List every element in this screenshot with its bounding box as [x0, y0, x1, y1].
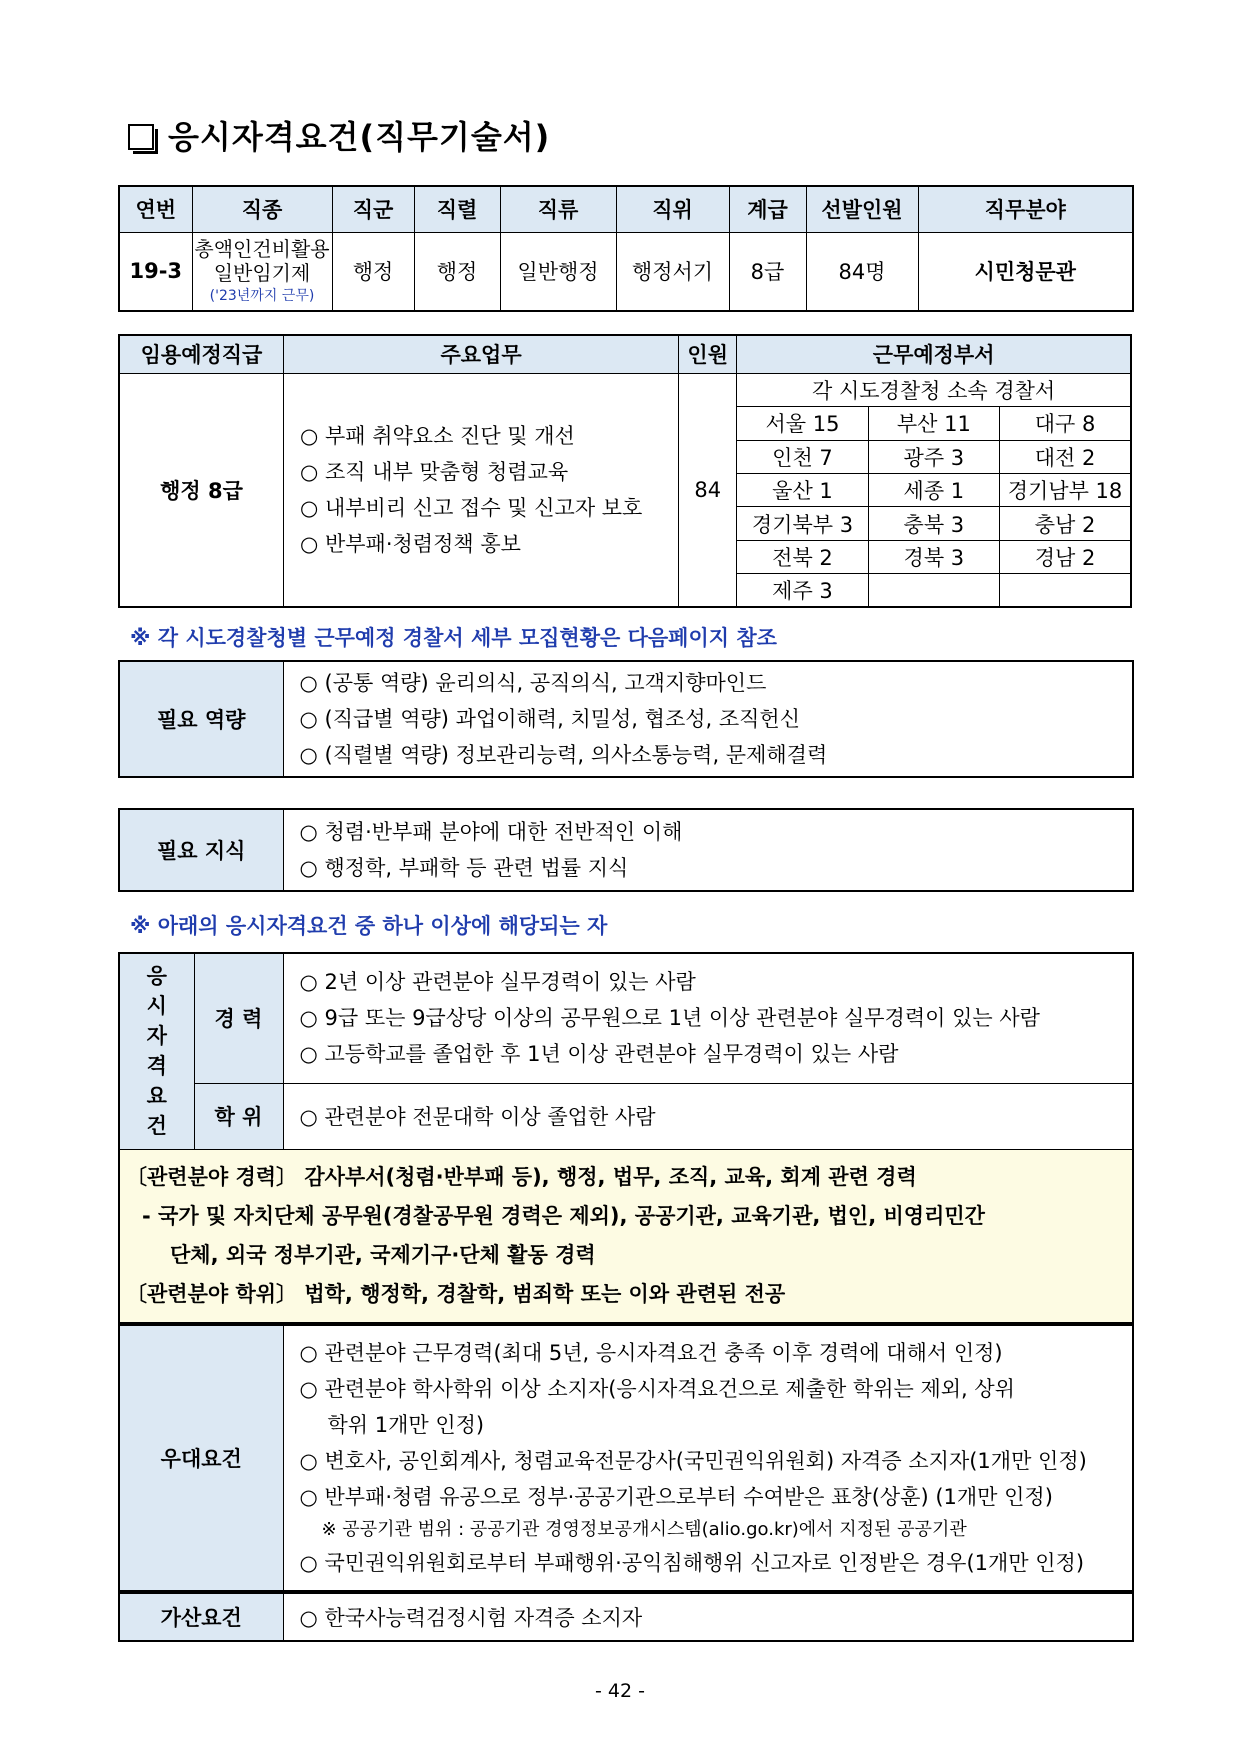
dept-cell: 충북 3 — [868, 507, 999, 540]
cell-no: 19-3 — [119, 232, 192, 311]
degree-item: ○ 관련분야 전문대학 이상 졸업한 사람 — [283, 1083, 1133, 1149]
header-series: 직렬 — [414, 186, 500, 232]
related-degree-line: 〔관련분야 학위〕 법학, 행정학, 경찰학, 범죄학 또는 이와 관련된 전공 — [126, 1281, 786, 1306]
page-title: 응시자격요건(직무기술서) — [128, 112, 550, 158]
cell-field: 시민청문관 — [918, 232, 1133, 311]
dept-cell: 대구 8 — [1000, 407, 1131, 440]
list-item: ○ 조직 내부 맞춤형 청렴교육 — [299, 459, 569, 484]
list-item: ○ 반부패·청렴 유공으로 정부·공공기관으로부터 수여받은 표창(상훈) (1개만 인정) — [299, 1485, 1053, 1509]
cell-class: 일반행정 — [500, 232, 616, 311]
list-item: ○ (직렬별 역량) 정보관리능력, 의사소통능력, 문제해결력 — [299, 743, 828, 767]
competency-label: 필요 역량 — [119, 661, 283, 777]
list-item: ○ 9급 또는 9급상당 이상의 공무원으로 1년 이상 관련분야 실무경력이 있는 사람 — [299, 1006, 1040, 1031]
career-list — [283, 953, 1133, 1083]
header-appointment-grade: 임용예정직급 — [119, 335, 283, 373]
list-item: ○ 관련분야 학사학위 이상 소지자(응시자격요건으로 제출한 학위는 제외, 상위 — [299, 1377, 1015, 1401]
header-count: 선발인원 — [806, 186, 918, 232]
bonus-label: 가산요건 — [119, 1593, 283, 1641]
cell-appointment-grade: 행정 8급 — [119, 373, 283, 607]
list-item: ○ 고등학교를 졸업한 후 1년 이상 관련분야 실무경력이 있는 사람 — [299, 1042, 899, 1067]
related-career-detail: - 국가 및 자치단체 공무원(경찰공무원 경력은 제외), 공공기관, 교육기관, 법인, 비영리민간 — [142, 1203, 985, 1228]
note-qualification: ※ 아래의 응시자격요건 중 하나 이상에 해당되는 자 — [130, 914, 608, 938]
header-department: 근무예정부서 — [737, 335, 1131, 373]
related-career-line: 〔관련분야 경력〕 감사부서(청렴·반부패 등), 행정, 법무, 조직, 교육, 회계 관련 경력 — [126, 1164, 917, 1189]
knowledge-list — [283, 809, 1133, 891]
related-field-box — [119, 1149, 1133, 1323]
competency-list — [283, 661, 1133, 777]
dept-cell: 부산 11 — [868, 407, 999, 440]
list-item: ○ 부패 취약요소 진단 및 개선 — [299, 423, 575, 448]
preference-label: 우대요건 — [119, 1325, 283, 1591]
dept-cell: 서울 15 — [737, 407, 868, 440]
list-item: ○ 반부패·청렴정책 홍보 — [299, 531, 521, 556]
dept-cell: 광주 3 — [868, 440, 999, 473]
dept-cell — [1000, 574, 1131, 607]
header-main-duties: 주요업무 — [283, 335, 678, 373]
list-item: ○ 행정학, 부패학 등 관련 법률 지식 — [299, 856, 629, 880]
cell-grade: 8급 — [729, 232, 806, 311]
header-position: 직위 — [616, 186, 729, 232]
dept-cell: 경기남부 18 — [1000, 474, 1131, 507]
list-item: ○ 내부비리 신고 접수 및 신고자 보호 — [299, 495, 643, 520]
dept-cell: 울산 1 — [737, 474, 868, 507]
career-label: 경 력 — [194, 953, 283, 1083]
qualification-side-label: 응 시 자 격 요 건 — [119, 953, 194, 1149]
cell-count: 84명 — [806, 232, 918, 311]
preference-list — [283, 1325, 1133, 1591]
bonus-item: ○ 한국사능력검정시험 자격증 소지자 — [283, 1593, 1133, 1641]
cell-position: 행정서기 — [616, 232, 729, 311]
dept-cell: 세종 1 — [868, 474, 999, 507]
header-type: 직종 — [192, 186, 332, 232]
dept-title: 각 시도경찰청 소속 경찰서 — [737, 373, 1131, 406]
list-item: ○ 변호사, 공인회계사, 청렴교육전문강사(국민권익위원회) 자격증 소지자(1개만 인정) — [299, 1449, 1087, 1473]
dept-cell: 인천 7 — [737, 440, 868, 473]
preference-table — [118, 1324, 1134, 1592]
header-group: 직군 — [332, 186, 414, 232]
note-next-page: ※ 각 시도경찰청별 근무예정 경찰서 세부 모집현황은 다음페이지 참조 — [130, 626, 777, 650]
list-item: ○ (공통 역량) 윤리의식, 공직의식, 고객지향마인드 — [299, 671, 767, 695]
dept-cell: 경남 2 — [1000, 540, 1131, 573]
dept-cell: 전북 2 — [737, 540, 868, 573]
cell-group: 행정 — [332, 232, 414, 311]
header-headcount: 인원 — [679, 335, 737, 373]
list-item: ○ 청렴·반부패 분야에 대한 전반적인 이해 — [299, 820, 683, 844]
cell-series: 행정 — [414, 232, 500, 311]
competency-table — [118, 660, 1134, 778]
list-item-note: ※ 공공기관 범위 : 공공기관 경영정보공개시스템(alio.go.kr)에서 지정된 공공기관 — [321, 1519, 967, 1540]
knowledge-label: 필요 지식 — [119, 809, 283, 891]
dept-cell: 경북 3 — [868, 540, 999, 573]
related-career-detail: 단체, 외국 정부기관, 국제기구·단체 활동 경력 — [170, 1242, 596, 1267]
dept-cell — [868, 574, 999, 607]
duty-table — [118, 334, 1132, 608]
list-item: 학위 1개만 인정) — [327, 1413, 485, 1437]
header-grade: 계급 — [729, 186, 806, 232]
bonus-table — [118, 1592, 1134, 1642]
list-item: ○ (직급별 역량) 과업이해력, 치밀성, 협조성, 조직헌신 — [299, 707, 801, 731]
list-item: ○ 2년 이상 관련분야 실무경력이 있는 사람 — [299, 970, 696, 995]
dept-cell: 대전 2 — [1000, 440, 1131, 473]
dept-cell: 충남 2 — [1000, 507, 1131, 540]
header-field: 직무분야 — [918, 186, 1133, 232]
duties-list — [283, 373, 678, 607]
checkbox-square-icon — [128, 124, 154, 150]
degree-label: 학 위 — [194, 1083, 283, 1149]
dept-cell: 경기북부 3 — [737, 507, 868, 540]
dept-cell: 제주 3 — [737, 574, 868, 607]
cell-headcount: 84 — [679, 373, 737, 607]
knowledge-table — [118, 808, 1134, 892]
header-class: 직류 — [500, 186, 616, 232]
cell-type: 총액인건비활용 일반임기제 ('23년까지 근무) — [192, 232, 332, 311]
list-item: ○ 국민권익위원회로부터 부패행위·공익침해행위 신고자로 인정받은 경우(1개만 인정) — [299, 1551, 1085, 1575]
header-no: 연번 — [119, 186, 192, 232]
qualification-table — [118, 952, 1134, 1324]
job-summary-table — [118, 185, 1134, 312]
list-item: ○ 관련분야 근무경력(최대 5년, 응시자격요건 충족 이후 경력에 대해서 인정) — [299, 1341, 1003, 1365]
page-number: - 42 - — [595, 1680, 645, 1702]
